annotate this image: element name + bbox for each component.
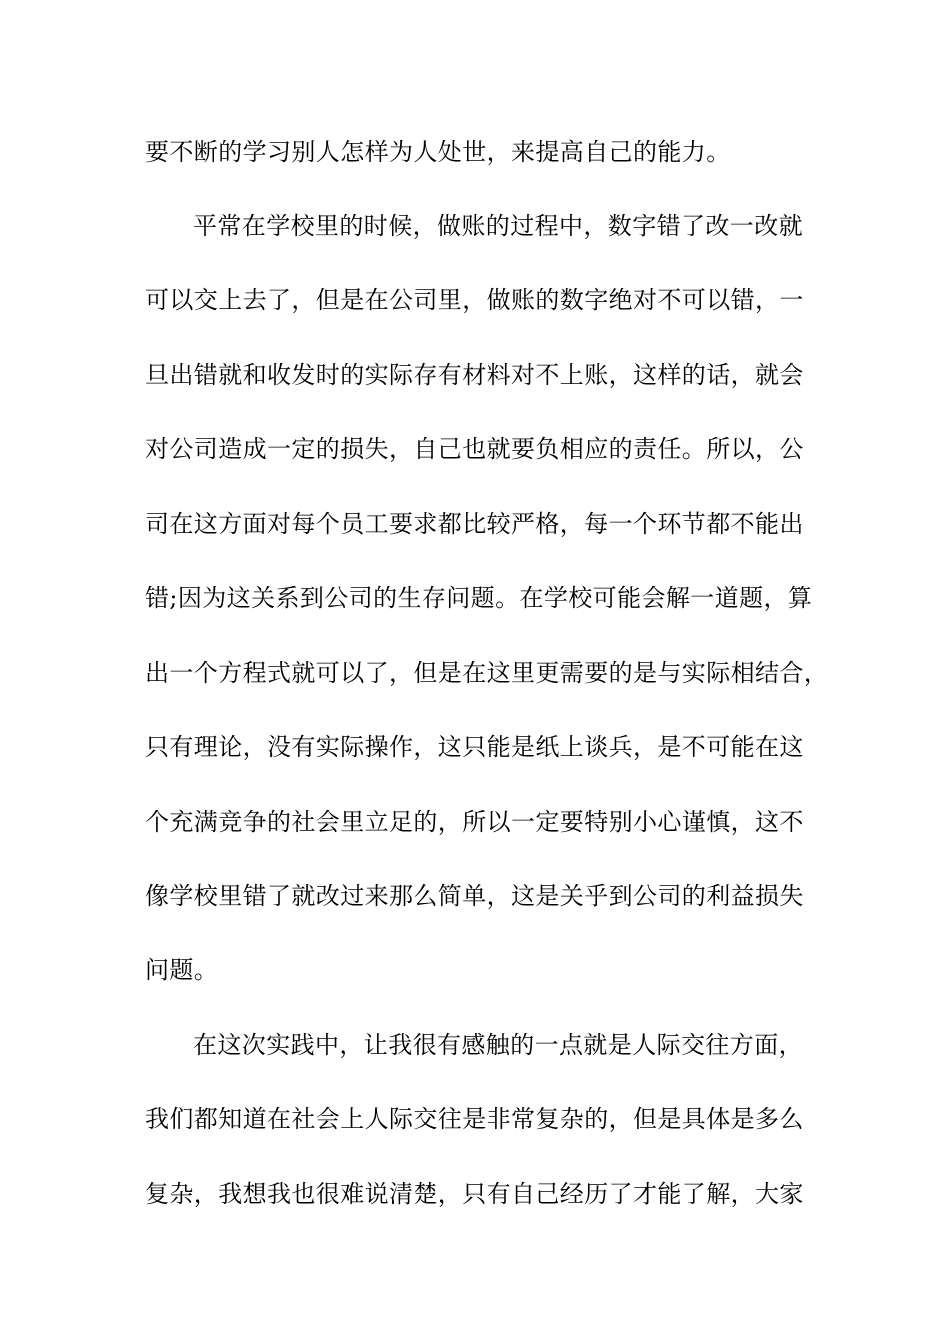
text-line: 要不断的学习别人怎样为人处世，来提高自己的能力。: [145, 138, 731, 166]
text-line: 复杂，我想我也很难说清楚，只有自己经历了才能了解，大家: [145, 1180, 804, 1208]
text-line: 我们都知道在社会上人际交往是非常复杂的，但是具体是多么: [145, 1105, 804, 1133]
text-line: 出一个方程式就可以了，但是在这里更需要的是与实际相结合，: [145, 659, 829, 687]
text-line: 对公司造成一定的损失，自己也就要负相应的责任。所以，公: [145, 435, 804, 463]
text-line: 旦出错就和收发时的实际存有材料对不上账，这样的话，就会: [145, 361, 804, 389]
text-line: 只有理论，没有实际操作，这只能是纸上谈兵，是不可能在这: [145, 733, 804, 761]
text-line: 可以交上去了，但是在公司里，做账的数字绝对不可以错，一: [145, 286, 804, 314]
text-line: 错;因为这关系到公司的生存问题。在学校可能会解一道题，算: [145, 584, 813, 612]
text-line: 像学校里错了就改过来那么简单，这是关乎到公司的利益损失: [145, 882, 804, 910]
text-line: 问题。: [145, 956, 219, 984]
paragraph-start-line: 在这次实践中，让我很有感触的一点就是人际交往方面，: [193, 1031, 803, 1059]
paragraph-start-line: 平常在学校里的时候，做账的过程中，数字错了改一改就: [193, 212, 803, 240]
text-line: 个充满竞争的社会里立足的，所以一定要特别小心谨慎，这不: [145, 808, 804, 836]
text-line: 司在这方面对每个员工要求都比较严格，每一个环节都不能出: [145, 510, 804, 538]
